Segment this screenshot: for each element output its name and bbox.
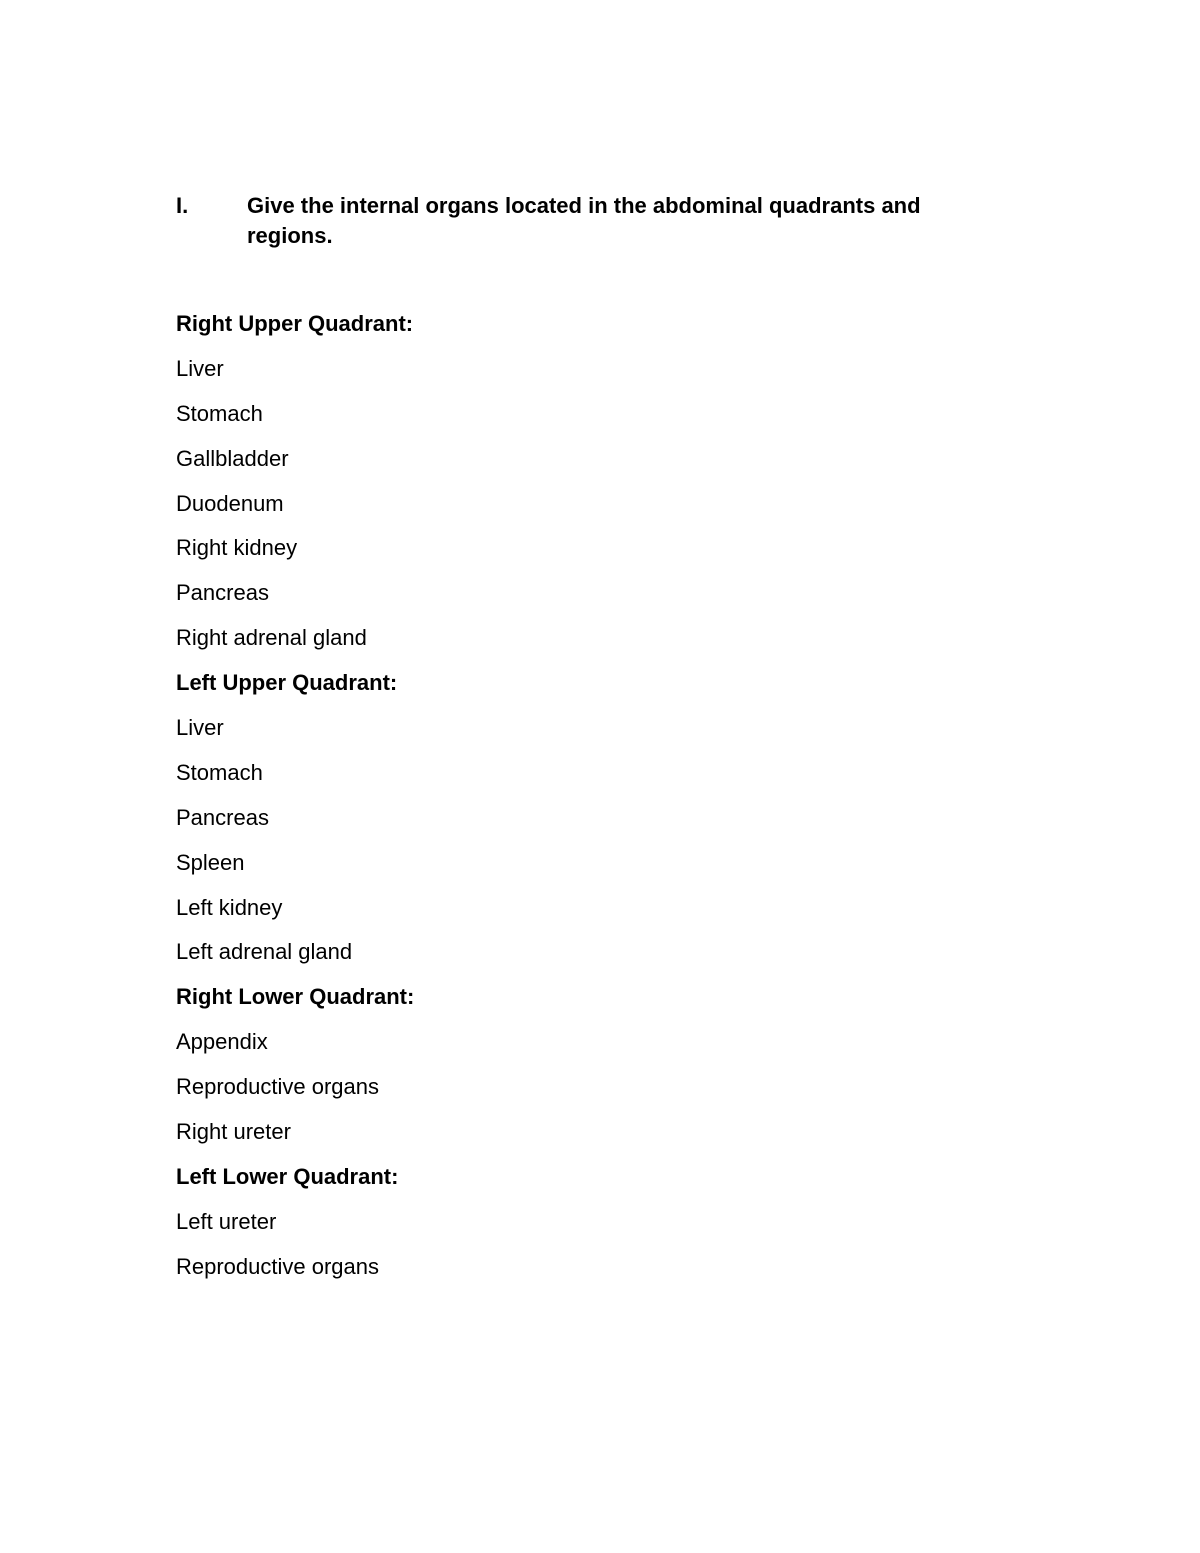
- section-heading-right-upper-quadrant: Right Upper Quadrant:: [176, 311, 414, 336]
- organ-item: Stomach: [176, 759, 263, 785]
- organ-item: Pancreas: [176, 580, 269, 606]
- organ-item: Duodenum: [176, 490, 284, 516]
- organ-item: Stomach: [176, 400, 263, 426]
- organ-item: Left kidney: [176, 894, 283, 920]
- organ-item: Right adrenal gland: [176, 625, 367, 651]
- organ-item: Reproductive organs: [176, 1074, 380, 1100]
- question-text: Give the internal organs located in the abdominal quadrants and regions.: [247, 193, 921, 248]
- answer-list: [176, 309, 976, 1297]
- section-heading-right-lower-quadrant: Right Lower Quadrant:: [176, 984, 415, 1010]
- organ-item: Liver: [176, 355, 224, 381]
- organ-item: Left adrenal gland: [176, 939, 353, 965]
- organ-item: Right kidney: [176, 535, 298, 561]
- organ-item: Reproductive organs: [176, 1253, 380, 1279]
- organ-item: Gallbladder: [176, 445, 289, 471]
- question: [176, 191, 996, 251]
- question-number: I.: [176, 193, 189, 218]
- organ-item: Liver: [176, 715, 224, 741]
- organ-item: Appendix: [176, 1029, 268, 1055]
- organ-item: Spleen: [176, 849, 245, 875]
- organ-item: Left ureter: [176, 1208, 277, 1234]
- organ-item: Pancreas: [176, 804, 269, 830]
- organ-item: Right ureter: [176, 1119, 291, 1145]
- section-heading-left-lower-quadrant: Left Lower Quadrant:: [176, 1163, 399, 1189]
- section-heading-left-upper-quadrant: Left Upper Quadrant:: [176, 670, 398, 696]
